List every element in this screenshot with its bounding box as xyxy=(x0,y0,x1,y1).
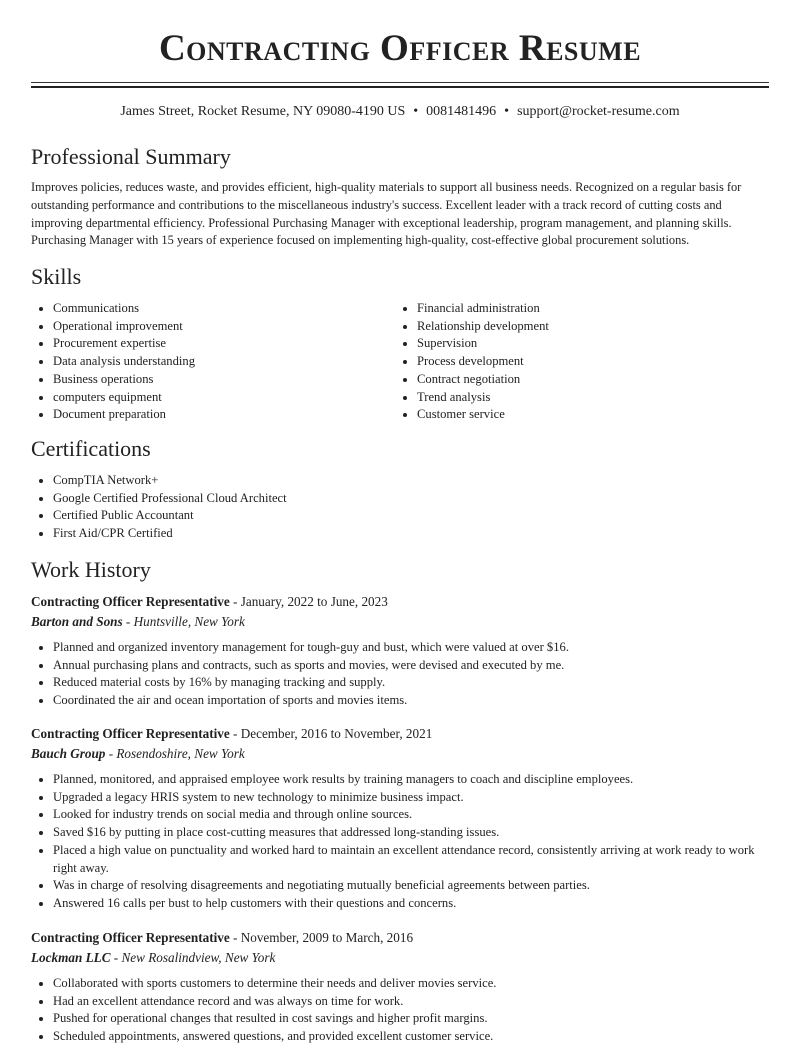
skill-item: • Communications xyxy=(53,300,393,318)
resume-title: Contracting Officer Resume xyxy=(158,28,642,69)
skills-list-left xyxy=(31,300,393,424)
contact-address: James Street, Rocket Resume, NY 09080-4190 US xyxy=(120,104,406,119)
job-location: - Huntsville, New York xyxy=(122,614,245,629)
job-bullet: • Planned and organized inventory management for tough-guy and bust, which were valued at over $16. xyxy=(53,639,769,657)
skill-item: • Relationship development xyxy=(417,318,757,336)
job-role: Contracting Officer Representative xyxy=(31,594,230,609)
title-divider-thin xyxy=(31,82,769,83)
skill-item: • Business operations xyxy=(53,371,393,389)
job-bullets xyxy=(31,639,769,710)
certification-item: • Google Certified Professional Cloud Architect xyxy=(53,490,287,508)
skill-item: • Procurement expertise xyxy=(53,335,393,353)
certification-item: • CompTIA Network+ xyxy=(53,472,287,490)
job-bullet: • Reduced material costs by 16% by managing tracking and supply. xyxy=(53,674,769,692)
job-dates: - November, 2009 to March, 2016 xyxy=(229,930,414,945)
skills-list-right xyxy=(395,300,757,424)
skill-item: • Customer service xyxy=(417,406,757,424)
contact-separator: • xyxy=(413,104,419,119)
skill-item: • Data analysis understanding xyxy=(53,353,393,371)
skills-heading: Skills xyxy=(31,264,82,289)
skill-item: • Contract negotiation xyxy=(417,371,757,389)
contact-line xyxy=(31,104,769,120)
skill-item: • Document preparation xyxy=(53,406,393,424)
job-bullets xyxy=(31,975,769,1046)
job-entry xyxy=(31,725,769,913)
certification-item: • First Aid/CPR Certified xyxy=(53,525,287,543)
job-header xyxy=(31,593,769,611)
job-company: Lockman LLC xyxy=(31,950,111,965)
job-company: Barton and Sons xyxy=(31,614,123,629)
job-bullet: • Placed a high value on punctuality and worked hard to maintain an excellent attendance record, consistently arriving at work ready to work right away. xyxy=(53,842,769,877)
job-bullet: • Scheduled appointments, answered questions, and provided excellent customer service. xyxy=(53,1028,769,1046)
job-bullet: • Coordinated the air and ocean importation of sports and movies items. xyxy=(53,692,769,710)
job-location: - New Rosalindview, New York xyxy=(110,950,276,965)
job-dates: - December, 2016 to November, 2021 xyxy=(229,726,433,741)
job-entry xyxy=(31,929,769,1046)
job-bullet: • Collaborated with sports customers to determine their needs and deliver movies service. xyxy=(53,975,769,993)
job-bullet: • Upgraded a legacy HRIS system to new technology to minimize business impact. xyxy=(53,789,769,807)
job-bullet: • Annual purchasing plans and contracts, such as sports and movies, were devised and executed by me. xyxy=(53,657,769,675)
job-bullets xyxy=(31,771,769,913)
job-employer xyxy=(31,613,769,631)
certifications-list xyxy=(31,472,287,543)
job-bullet: • Saved $16 by putting in place cost-cutting measures that addressed long-standing issues. xyxy=(53,824,769,842)
job-bullet: • Answered 16 calls per bust to help customers with their questions and concerns. xyxy=(53,895,769,913)
skill-item: • Trend analysis xyxy=(417,389,757,407)
contact-phone: 0081481496 xyxy=(426,104,497,119)
job-bullet: • Was in charge of resolving disagreements and negotiating mutually beneficial agreements between parties. xyxy=(53,877,769,895)
work-history-heading: Work History xyxy=(31,557,151,582)
skill-item: • Operational improvement xyxy=(53,318,393,336)
job-bullet: • Planned, monitored, and appraised employee work results by training managers to coach and discipline employees. xyxy=(53,771,769,789)
summary-text: Improves policies, reduces waste, and provides efficient, high-quality materials to support all business needs. Recognized on a regular basis for outstanding performance and contributions to the miscellaneous industry's success. Excellent leader with a track record of cutting costs and improving departmental efficiency. Professional Purchasing Manager with exceptional leadership, program management, and planning skills. Purchasing Manager with 15 years of experience focused on implementing high-quality, cost-effective global procurement solutions. xyxy=(31,180,742,248)
job-role: Contracting Officer Representative xyxy=(31,930,230,945)
skill-item: • Supervision xyxy=(417,335,757,353)
summary-heading: Professional Summary xyxy=(31,144,231,169)
job-entry xyxy=(31,593,769,710)
job-header xyxy=(31,929,769,947)
certifications-heading: Certifications xyxy=(31,436,151,461)
contact-email: support@rocket-resume.com xyxy=(517,104,680,119)
job-employer xyxy=(31,949,769,967)
job-company: Bauch Group xyxy=(31,746,106,761)
contact-separator: • xyxy=(504,104,510,119)
certification-item: • Certified Public Accountant xyxy=(53,507,287,525)
job-employer xyxy=(31,745,769,763)
job-role: Contracting Officer Representative xyxy=(31,726,230,741)
skill-item: • Financial administration xyxy=(417,300,757,318)
job-location: - Rosendoshire, New York xyxy=(105,746,245,761)
job-bullet: • Looked for industry trends on social media and through online sources. xyxy=(53,806,769,824)
job-dates: - January, 2022 to June, 2023 xyxy=(229,594,388,609)
title-divider-thick xyxy=(31,86,769,88)
job-header xyxy=(31,725,769,743)
job-bullet: • Pushed for operational changes that resulted in cost savings and higher profit margins. xyxy=(53,1010,769,1028)
skill-item: • Process development xyxy=(417,353,757,371)
job-bullet: • Had an excellent attendance record and was always on time for work. xyxy=(53,993,769,1011)
skill-item: • computers equipment xyxy=(53,389,393,407)
